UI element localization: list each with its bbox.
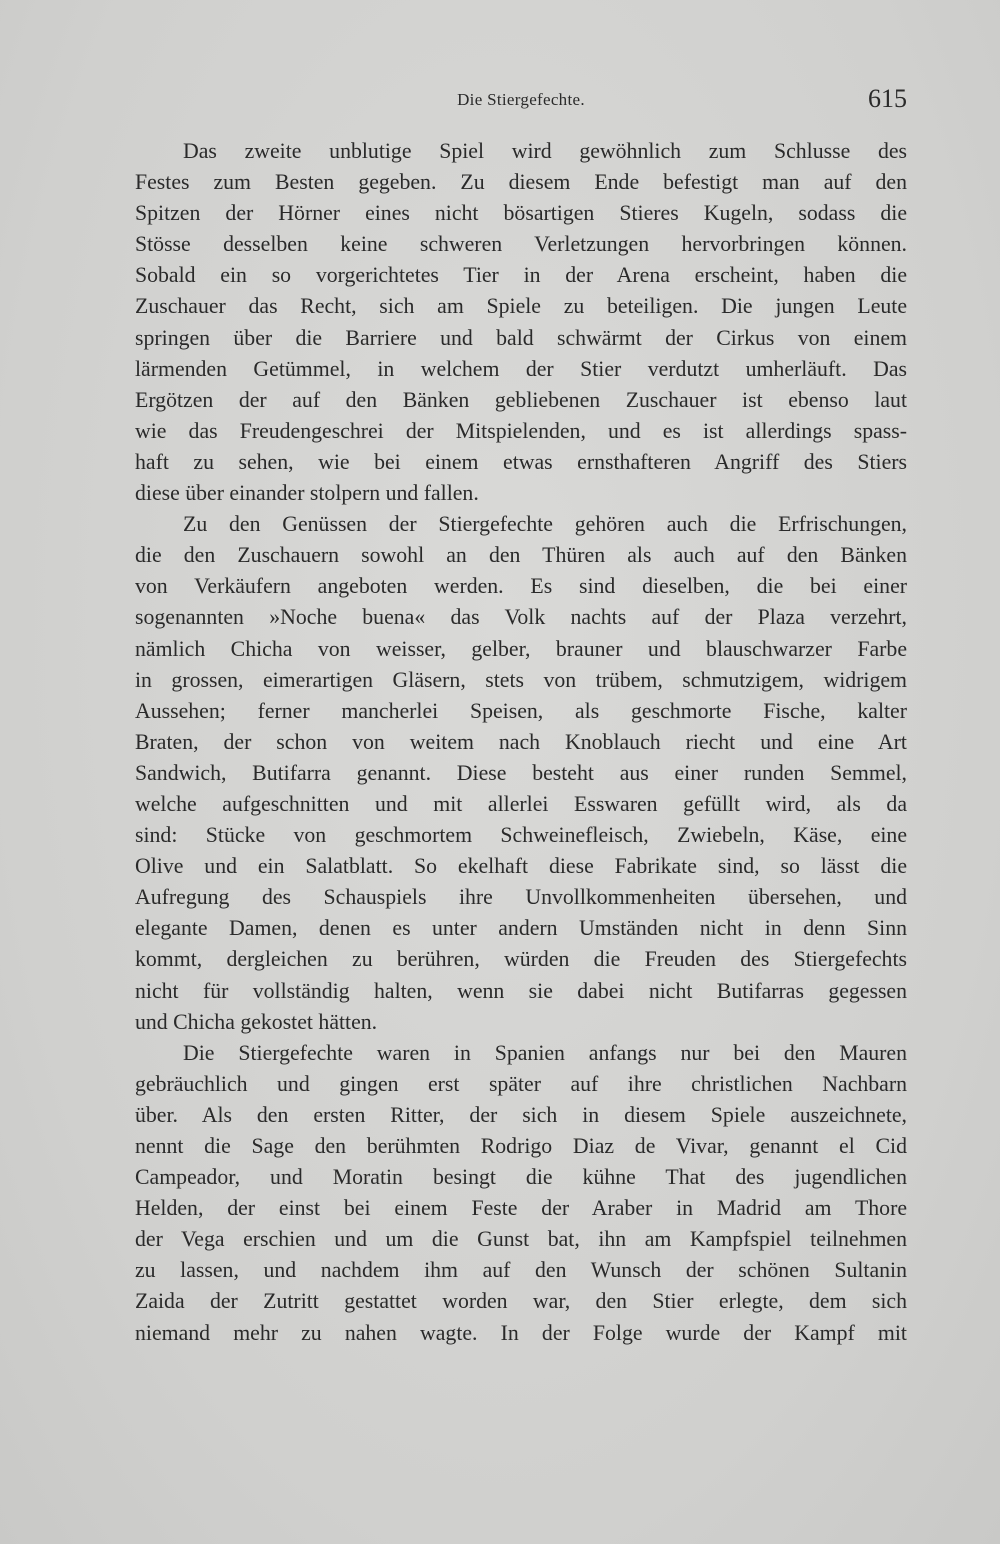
text-line: nennt die Sage den berühmten Rodrigo Diaz de Vivar, genannt el Cid xyxy=(135,1134,907,1158)
text-line: Braten, der schon von weitem nach Knoblauch riecht und eine Art xyxy=(135,729,907,754)
text-line: diese über einander stolpern und fallen. xyxy=(135,481,479,506)
text-line: kommt, dergleichen zu berühren, würden die Freuden des Stiergefechts xyxy=(135,947,907,972)
text-line: Spitzen der Hörner eines nicht bösartigen Stieres Kugeln, sodass die xyxy=(135,201,907,226)
text-line: gebräuchlich und gingen erst später auf ihre christlichen Nachbarn xyxy=(135,1071,907,1096)
text-line: Zaida der Zutritt gestattet worden war, den Stier erlegte, dem sich xyxy=(135,1289,907,1314)
text-line: in grossen, eimerartigen Gläsern, stets von trübem, schmutzigem, widrigem xyxy=(135,667,907,692)
text-line: Ergötzen der auf den Bänken gebliebenen Zuschauer ist ebenso laut xyxy=(135,387,907,412)
text-line: Festes zum Besten gegeben. Zu diesem Ende befestigt man auf den xyxy=(135,170,907,195)
running-title: Die Stiergefechte. xyxy=(457,90,585,109)
text-line: von Verkäufern angeboten werden. Es sind dieselben, die bei einer xyxy=(135,574,907,599)
text-line: elegante Damen, denen es unter andern Umständen nicht in denn Sinn xyxy=(135,916,907,941)
page-number: 615 xyxy=(868,84,907,113)
text-line: über. Als den ersten Ritter, der sich in diesem Spiele auszeichnete, xyxy=(135,1102,907,1127)
text-line: der Vega erschien und um die Gunst bat, ihn am Kampfspiel teilnehmen xyxy=(135,1227,907,1252)
text-line: Sobald ein so vorgerichtetes Tier in der Arena erscheint, haben die xyxy=(135,263,907,288)
text-line: nicht für vollständig halten, wenn sie dabei nicht Butifarras gegessen xyxy=(135,978,907,1003)
text-line: sogenannten »Noche buena« das Volk nachts auf der Plaza verzehrt, xyxy=(135,605,907,630)
text-line: sind: Stücke von geschmortem Schweinefleisch, Zwiebeln, Käse, eine xyxy=(135,823,907,848)
text-line: wie das Freudengeschrei der Mitspielenden, und es ist allerdings spass- xyxy=(135,418,907,443)
text-line: Das zweite unblutige Spiel wird gewöhnlich zum Schlusse des xyxy=(183,139,907,163)
text-line: zu lassen, und nachdem ihm auf den Wunsch der schönen Sultanin xyxy=(135,1258,907,1283)
text-line: Sandwich, Butifarra genannt. Diese besteht aus einer runden Semmel, xyxy=(135,760,907,785)
text-line: Aufregung des Schauspiels ihre Unvollkommenheiten übersehen, und xyxy=(135,885,907,910)
text-line: Campeador, und Moratin besingt die kühne That des jugendlichen xyxy=(135,1165,907,1190)
text-line: und Chicha gekostet hätten. xyxy=(135,1009,378,1034)
text-line: Helden, der einst bei einem Feste der Araber in Madrid am Thore xyxy=(135,1196,907,1221)
text-line: Stösse desselben keine schweren Verletzungen hervorbringen können. xyxy=(135,232,907,257)
text-line: welche aufgeschnitten und mit allerlei Esswaren gefüllt wird, als da xyxy=(135,791,907,816)
text-line: niemand mehr zu nahen wagte. In der Folge wurde der Kampf mit xyxy=(135,1320,907,1345)
text-line: haft zu sehen, wie bei einem etwas ernsthafteren Angriff des Stiers xyxy=(135,449,907,474)
text-line: Aussehen; ferner mancherlei Speisen, als geschmorte Fische, kalter xyxy=(135,698,907,723)
text-line: Zu den Genüssen der Stiergefechte gehören auch die Erfrischungen, xyxy=(183,512,907,537)
text-line: Zuschauer das Recht, sich am Spiele zu beteiligen. Die jungen Leute xyxy=(135,294,907,319)
text-line: Die Stiergefechte waren in Spanien anfangs nur bei den Mauren xyxy=(183,1040,907,1065)
text-line: lärmenden Getümmel, in welchem der Stier verdutzt umherläuft. Das xyxy=(135,356,907,381)
body-text xyxy=(135,136,907,1349)
text-line: Olive und ein Salatblatt. So ekelhaft diese Fabrikate sind, so lässt die xyxy=(135,854,907,879)
text-line: springen über die Barriere und bald schwärmt der Cirkus von einem xyxy=(135,325,907,350)
text-line: die den Zuschauern sowohl an den Thüren als auch auf den Bänken xyxy=(135,543,907,568)
text-line: nämlich Chicha von weisser, gelber, brauner und blauschwarzer Farbe xyxy=(135,636,907,661)
running-head xyxy=(135,86,907,116)
